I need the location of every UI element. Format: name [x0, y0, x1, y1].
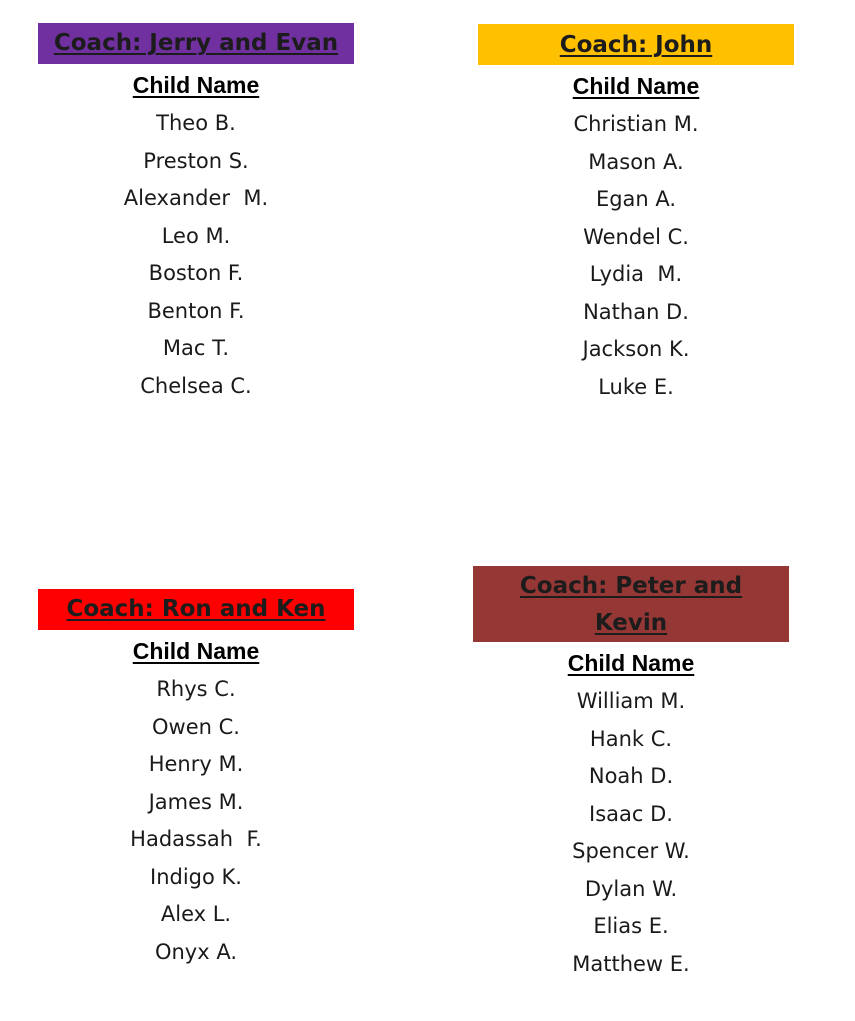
child-name: Alexander M. [123, 186, 269, 210]
child-list [478, 106, 794, 406]
child-name: Mason A. [588, 149, 684, 174]
child-name: William M. [576, 689, 686, 713]
child-name: Hadassah F. [130, 827, 262, 851]
child-list [38, 671, 354, 971]
child-name: Nathan D. [583, 299, 689, 324]
coach-header: Coach: John [478, 24, 794, 65]
child-name: Isaac D. [589, 801, 673, 826]
coach-header: Coach: Jerry and Evan [38, 23, 354, 64]
child-name: Jackson K. [582, 337, 690, 361]
child-name: Dylan W. [584, 876, 678, 901]
child-name: Owen C. [152, 714, 240, 739]
child-name-column-header: Child Name [132, 638, 260, 664]
child-name: Boston F. [148, 261, 244, 285]
child-name: Theo B. [156, 111, 236, 135]
child-name: Egan A. [595, 187, 677, 211]
child-name: Matthew E. [572, 951, 690, 976]
child-name: Mac T. [162, 336, 230, 360]
child-name-column-header: Child Name [567, 650, 695, 676]
child-name-column-header: Child Name [132, 72, 260, 98]
child-list [473, 683, 789, 983]
child-name: Christian M. [573, 112, 699, 136]
team-card-ron-ken [38, 589, 354, 971]
child-name: Leo M. [161, 223, 231, 248]
child-name: Noah D. [588, 764, 674, 788]
child-name: Chelsea C. [140, 373, 252, 398]
child-name: Hank C. [589, 726, 673, 751]
child-name: Henry M. [148, 752, 244, 776]
coach-header: Coach: Ron and Ken [38, 589, 354, 630]
child-name-column-header: Child Name [572, 73, 700, 99]
child-name: Elias E. [593, 914, 669, 938]
team-card-peter-kevin [473, 566, 789, 983]
child-name: Luke E. [598, 374, 674, 399]
child-name: Lydia M. [589, 262, 683, 286]
team-card-jerry-evan [38, 23, 354, 405]
child-name: James M. [148, 789, 244, 814]
child-name: Rhys C. [156, 677, 236, 701]
child-name: Spencer W. [572, 839, 690, 863]
child-name: Onyx A. [154, 939, 238, 964]
coach-header: Coach: Peter and Kevin [473, 566, 789, 642]
child-name: Preston S. [143, 148, 249, 173]
child-name: Indigo K. [150, 864, 242, 889]
child-name: Wendel C. [583, 224, 689, 249]
child-list [38, 105, 354, 405]
child-name: Benton F. [147, 298, 245, 323]
child-name: Alex L. [160, 902, 232, 926]
team-card-john [478, 24, 794, 406]
